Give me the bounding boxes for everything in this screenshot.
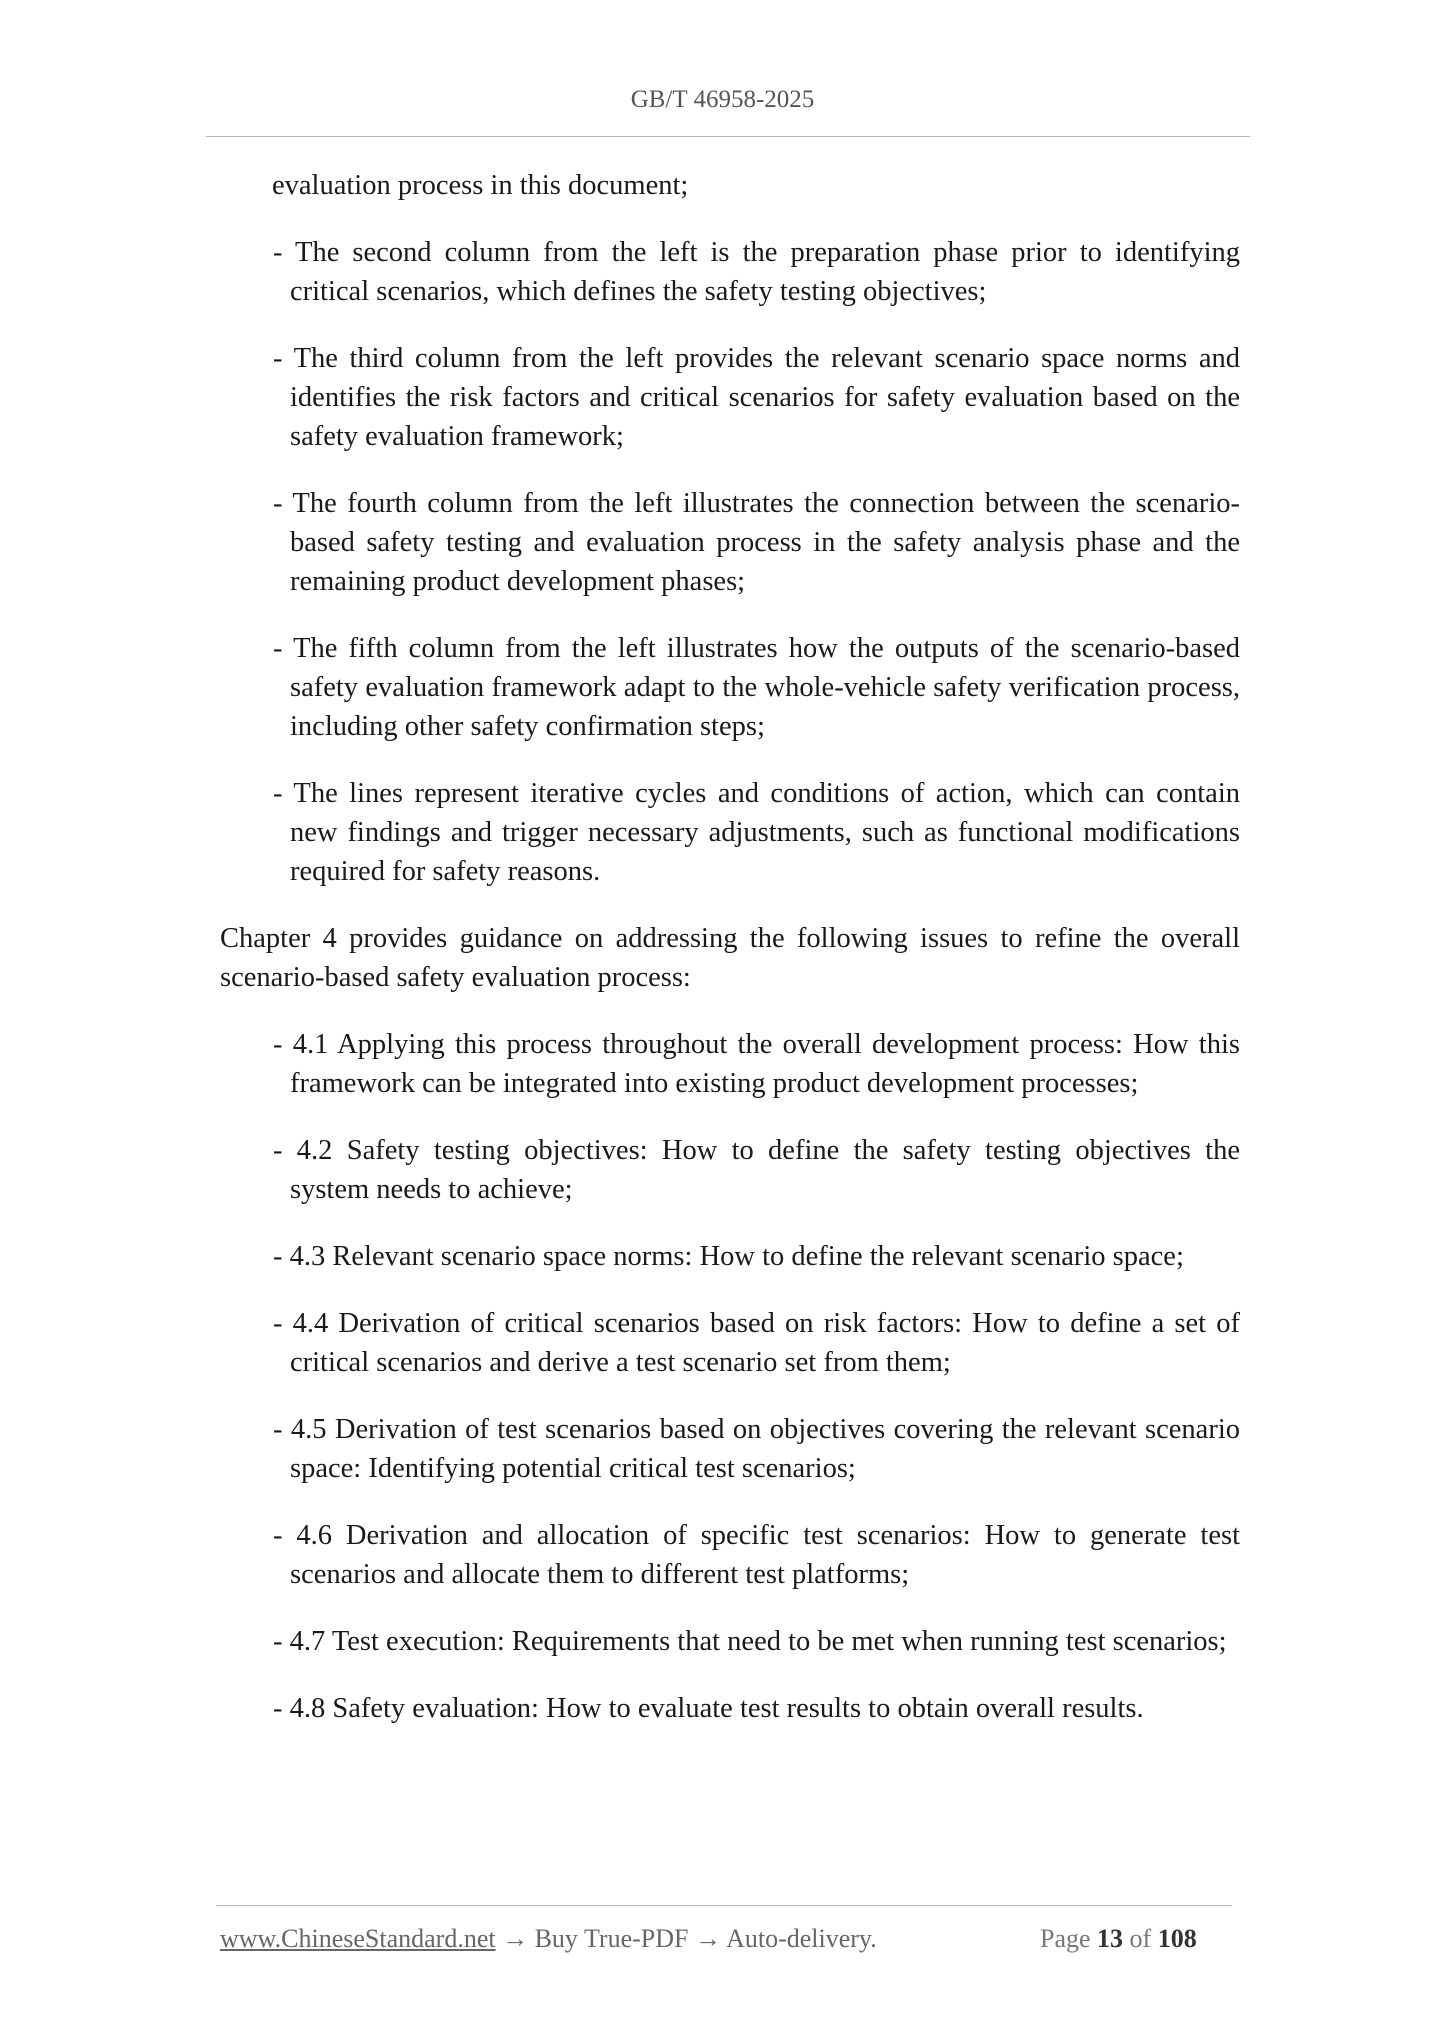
footer-promo [220,1924,877,1954]
total-pages: 108 [1157,1924,1197,1953]
list-item: - 4.6 Derivation and allocation of specific test scenarios: How to generate test scenarios and allocate them to different test platforms; [273,1520,1240,1590]
page-indicator [1040,1924,1197,1954]
arrow-right-icon: → [502,1924,529,1953]
page-number: 13 [1097,1924,1124,1953]
chapter-paragraph: Chapter 4 provides guidance on addressing the following issues to refine the overall scenario-based safety evaluation process: [220,923,1240,993]
list-item: - 4.8 Safety evaluation: How to evaluate test results to obtain overall results. [273,1693,1144,1724]
list-item: - 4.3 Relevant scenario space norms: How to define the relevant scenario space; [273,1241,1184,1272]
of-label: of [1129,1924,1152,1953]
list-item: - The second column from the left is the preparation phase prior to identifying critical scenarios, which defines the safety testing objectives; [273,237,1240,307]
arrow-right-icon: → [695,1924,721,1953]
list-item: - 4.5 Derivation of test scenarios based on objectives covering the relevant scenario space: Identifying potential critical test scenarios; [273,1414,1240,1484]
document-header-title: GB/T 46958-2025 [630,86,815,113]
list-item: - 4.2 Safety testing objectives: How to define the safety testing objectives the system needs to achieve; [273,1135,1240,1205]
list-item: - 4.4 Derivation of critical scenarios based on risk factors: How to define a set of critical scenarios and derive a test scenario set from them; [273,1308,1240,1378]
buy-pdf-text: Buy True-PDF [534,1924,689,1953]
list-item: - The fourth column from the left illustrates the connection between the scenario-based safety testing and evaluation process in the safety analysis phase and the remaining product development phases; [273,488,1240,597]
document-body [220,166,1240,1756]
list-item: - 4.1 Applying this process throughout the overall development process: How this framework can be integrated into existing product development processes; [273,1029,1240,1099]
header-divider [206,136,1250,137]
list-item: - The lines represent iterative cycles and conditions of action, which can contain new findings and trigger necessary adjustments, such as functional modifications required for safety reasons. [273,778,1240,887]
list-item: - The fifth column from the left illustrates how the outputs of the scenario-based safety evaluation framework adapt to the whole-vehicle safety verification process, including other safety confirmation steps; [273,633,1240,742]
website-link[interactable]: www.ChineseStandard.net [220,1924,496,1953]
continuation-line: evaluation process in this document; [272,170,689,201]
list-item: - The third column from the left provides the relevant scenario space norms and identifies the risk factors and critical scenarios for safety evaluation based on the safety evaluation framework; [273,343,1240,452]
footer-divider [216,1905,1232,1906]
list-item: - 4.7 Test execution: Requirements that need to be met when running test scenarios; [273,1626,1227,1657]
page-label: Page [1040,1924,1091,1953]
auto-delivery-text: Auto-delivery. [726,1924,877,1953]
